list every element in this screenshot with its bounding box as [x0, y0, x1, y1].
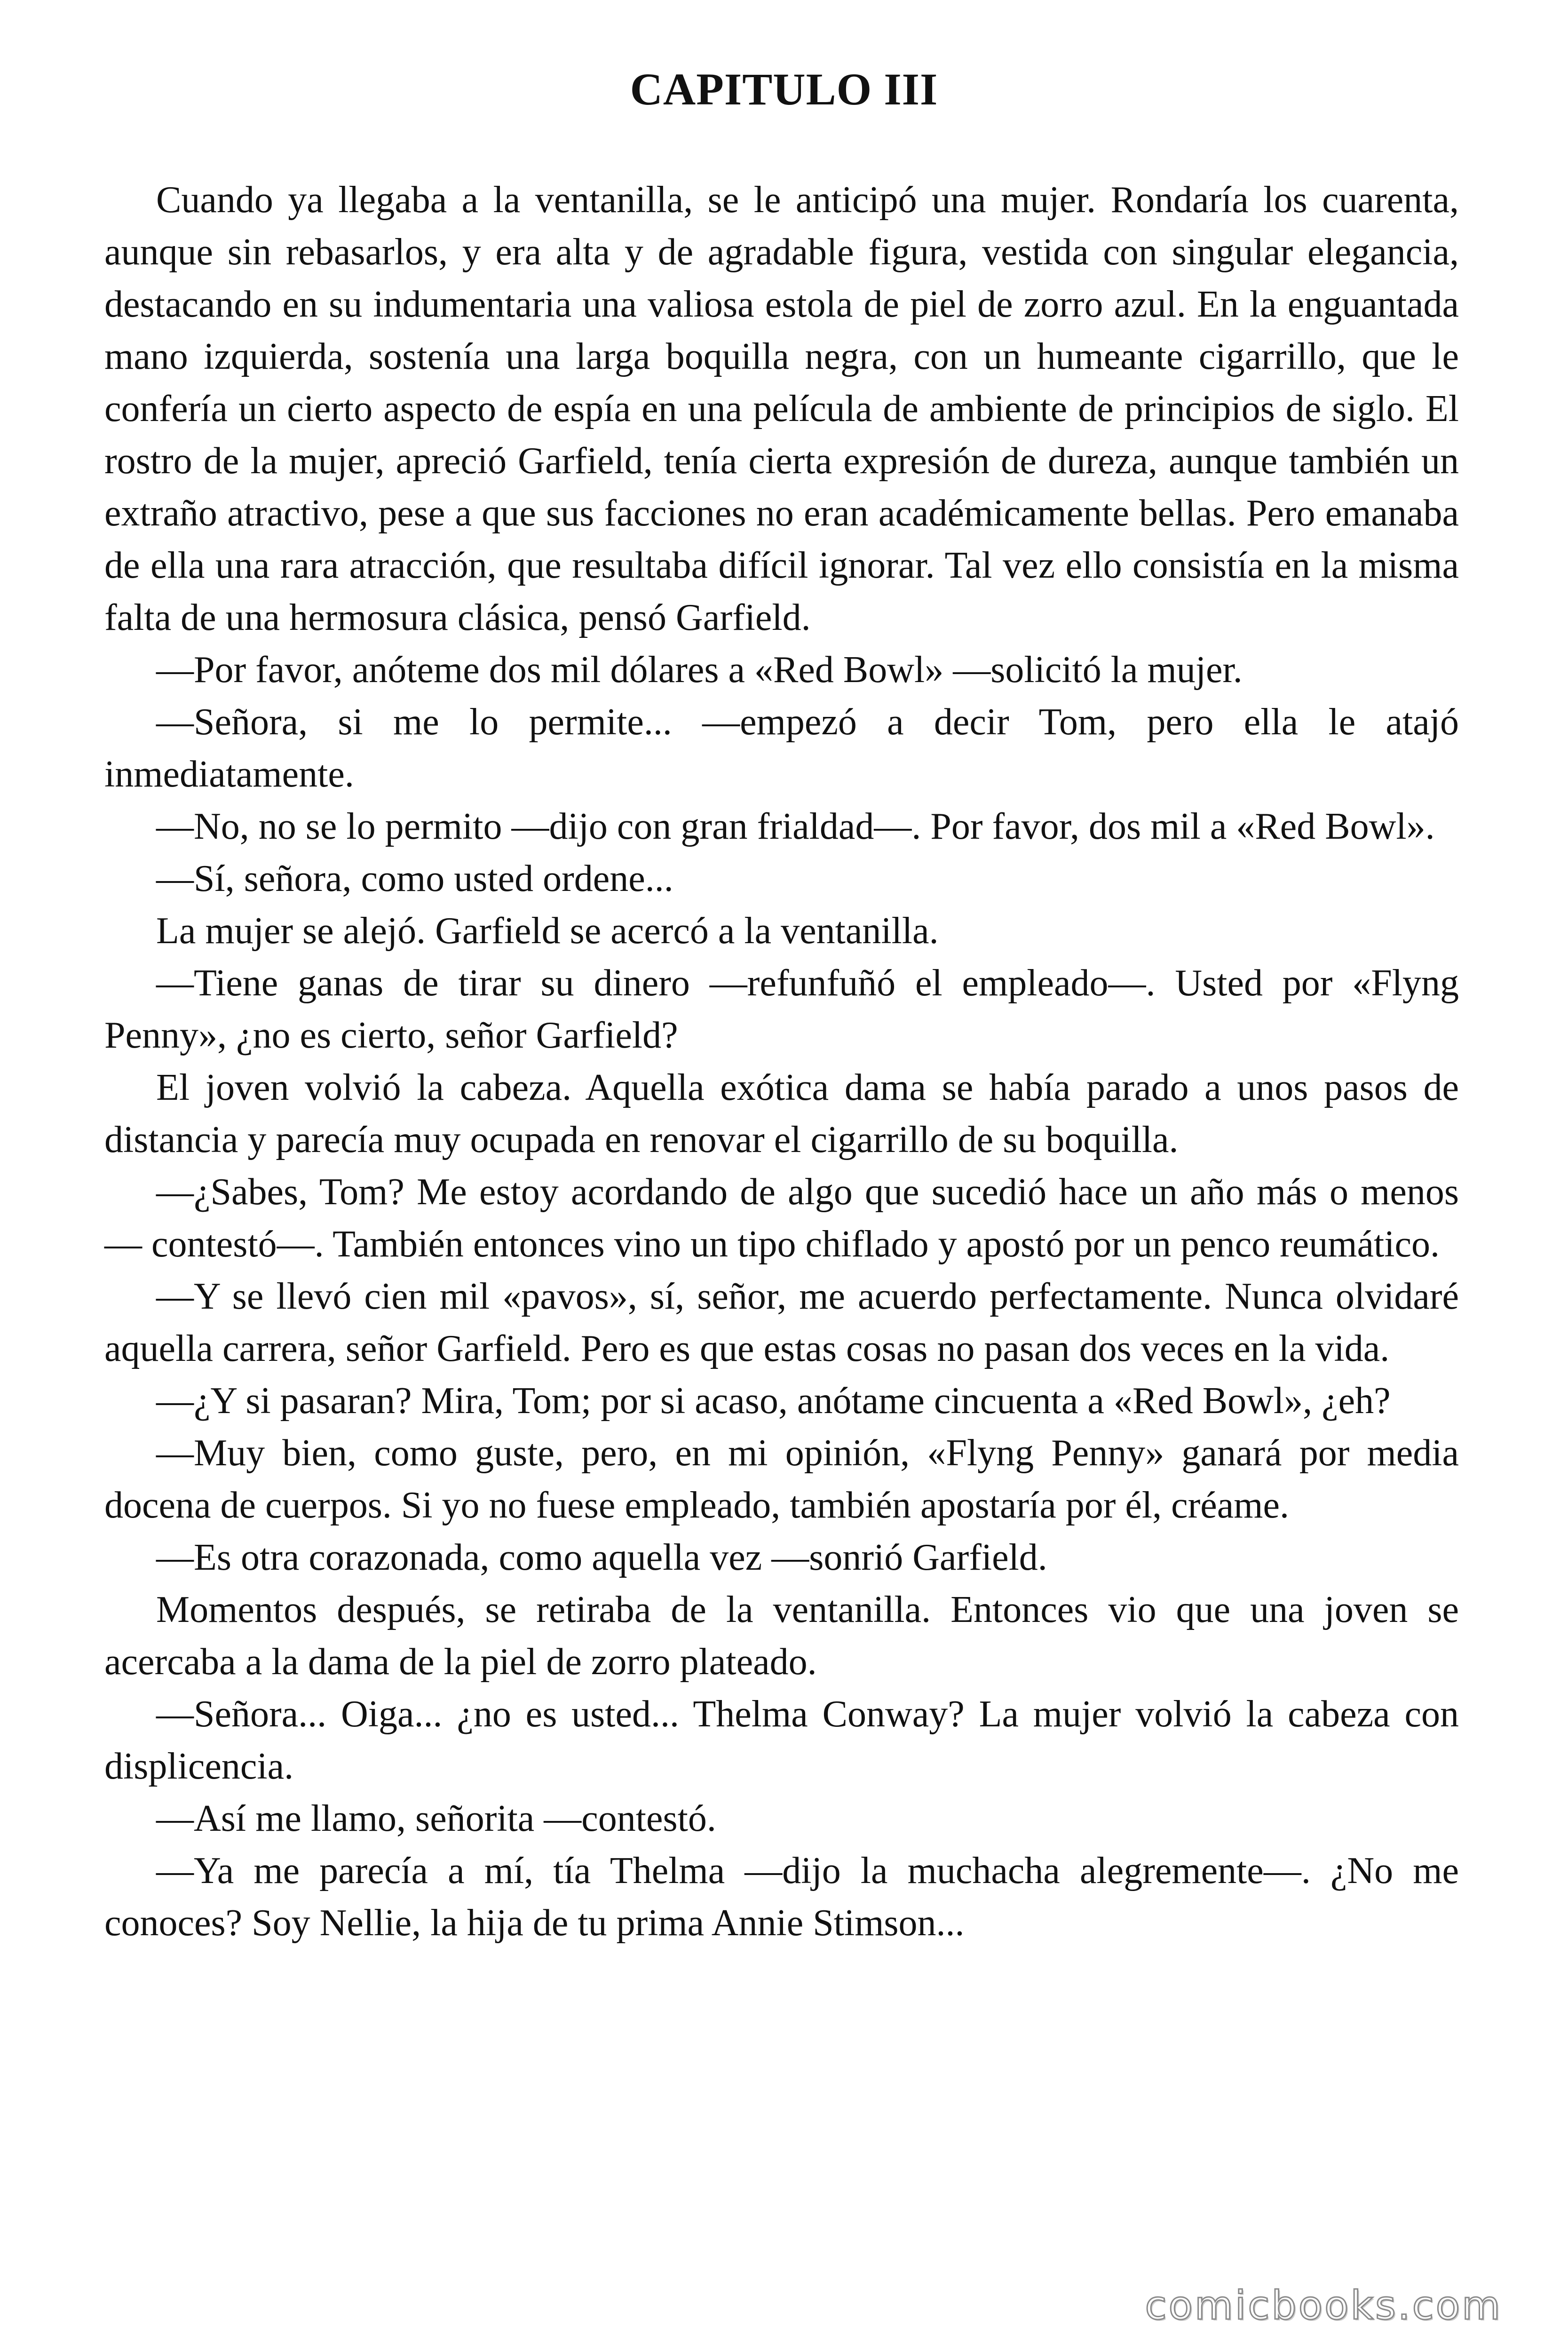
paragraph: —Es otra corazonada, como aquella vez —sonrió Garfield.: [156, 1537, 1047, 1578]
paragraph: —Sí, señora, como usted ordene...: [156, 858, 673, 899]
paragraph: Momentos después, se retiraba de la ventanilla. Entonces vio que una joven se acercaba a la dama de la piel de zorro plateado.: [104, 1589, 1459, 1683]
paragraph: El joven volvió la cabeza. Aquella exótica dama se había parado a unos pasos de distancia y parecía muy ocupada en renovar el cigarrillo de su boquilla.: [104, 1067, 1459, 1160]
chapter-title: CAPITULO III: [630, 64, 938, 114]
paragraph: —¿Y si pasaran? Mira, Tom; por si acaso, anótame cincuenta a «Red Bowl», ¿eh?: [156, 1380, 1391, 1422]
paragraph: —No, no se lo permito —dijo con gran frialdad—. Por favor, dos mil a «Red Bowl».: [156, 806, 1435, 847]
chapter-body: [104, 174, 1459, 1949]
watermark: comicbooks.com: [1145, 2282, 1502, 2328]
paragraph: Cuando ya llegaba a la ventanilla, se le anticipó una mujer. Rondaría los cuarenta, aunque sin rebasarlos, y era alta y de agradable figura, vestida con singular elegancia, destacando en su indumentaria una valiosa estola de piel de zorro azul. En la enguantada mano izquierda, sostenía una larga boquilla negra, con un humeante cigarrillo, que le confería un cierto aspecto de espía en una película de ambiente de principios de siglo. El rostro de la mujer, apreció Garfield, tenía cierta expresión de dureza, aunque también un extraño atractivo, pese a que sus facciones no eran académicamente bellas. Pero emanaba de ella una rara atracción, que resultaba difícil ignorar. Tal vez ello consistía en la misma falta de una hermosura clásica, pensó Garfield.: [104, 179, 1459, 638]
paragraph: —Señora, si me lo permite... —empezó a decir Tom, pero ella le atajó inmediatamente.: [104, 701, 1459, 795]
paragraph: —Ya me parecía a mí, tía Thelma —dijo la muchacha alegremente—. ¿No me conoces? Soy Nellie, la hija de tu prima Annie Stimson...: [104, 1850, 1459, 1944]
paragraph: —Señora... Oiga... ¿no es usted... Thelma Conway? La mujer volvió la cabeza con displicencia.: [104, 1693, 1459, 1787]
paragraph: —¿Sabes, Tom? Me estoy acordando de algo que sucedió hace un año más o menos — contestó—. También entonces vino un tipo chiflado y apostó por un penco reumático.: [104, 1171, 1459, 1265]
paragraph: La mujer se alejó. Garfield se acercó a la ventanilla.: [156, 910, 939, 952]
paragraph: —Tiene ganas de tirar su dinero —refunfuñó el empleado—. Usted por «Flyng Penny», ¿no es cierto, señor Garfield?: [104, 962, 1459, 1056]
paragraph: —Muy bien, como guste, pero, en mi opinión, «Flyng Penny» ganará por media docena de cuerpos. Si yo no fuese empleado, también apostaría por él, créame.: [104, 1432, 1459, 1526]
paragraph: —Por favor, anóteme dos mil dólares a «Red Bowl» —solicitó la mujer.: [156, 649, 1243, 691]
paragraph: —Así me llamo, señorita —contestó.: [156, 1798, 716, 1839]
paragraph: —Y se llevó cien mil «pavos», sí, señor, me acuerdo perfectamente. Nunca olvidaré aquella carrera, señor Garfield. Pero es que estas cosas no pasan dos veces en la vida.: [104, 1276, 1459, 1369]
